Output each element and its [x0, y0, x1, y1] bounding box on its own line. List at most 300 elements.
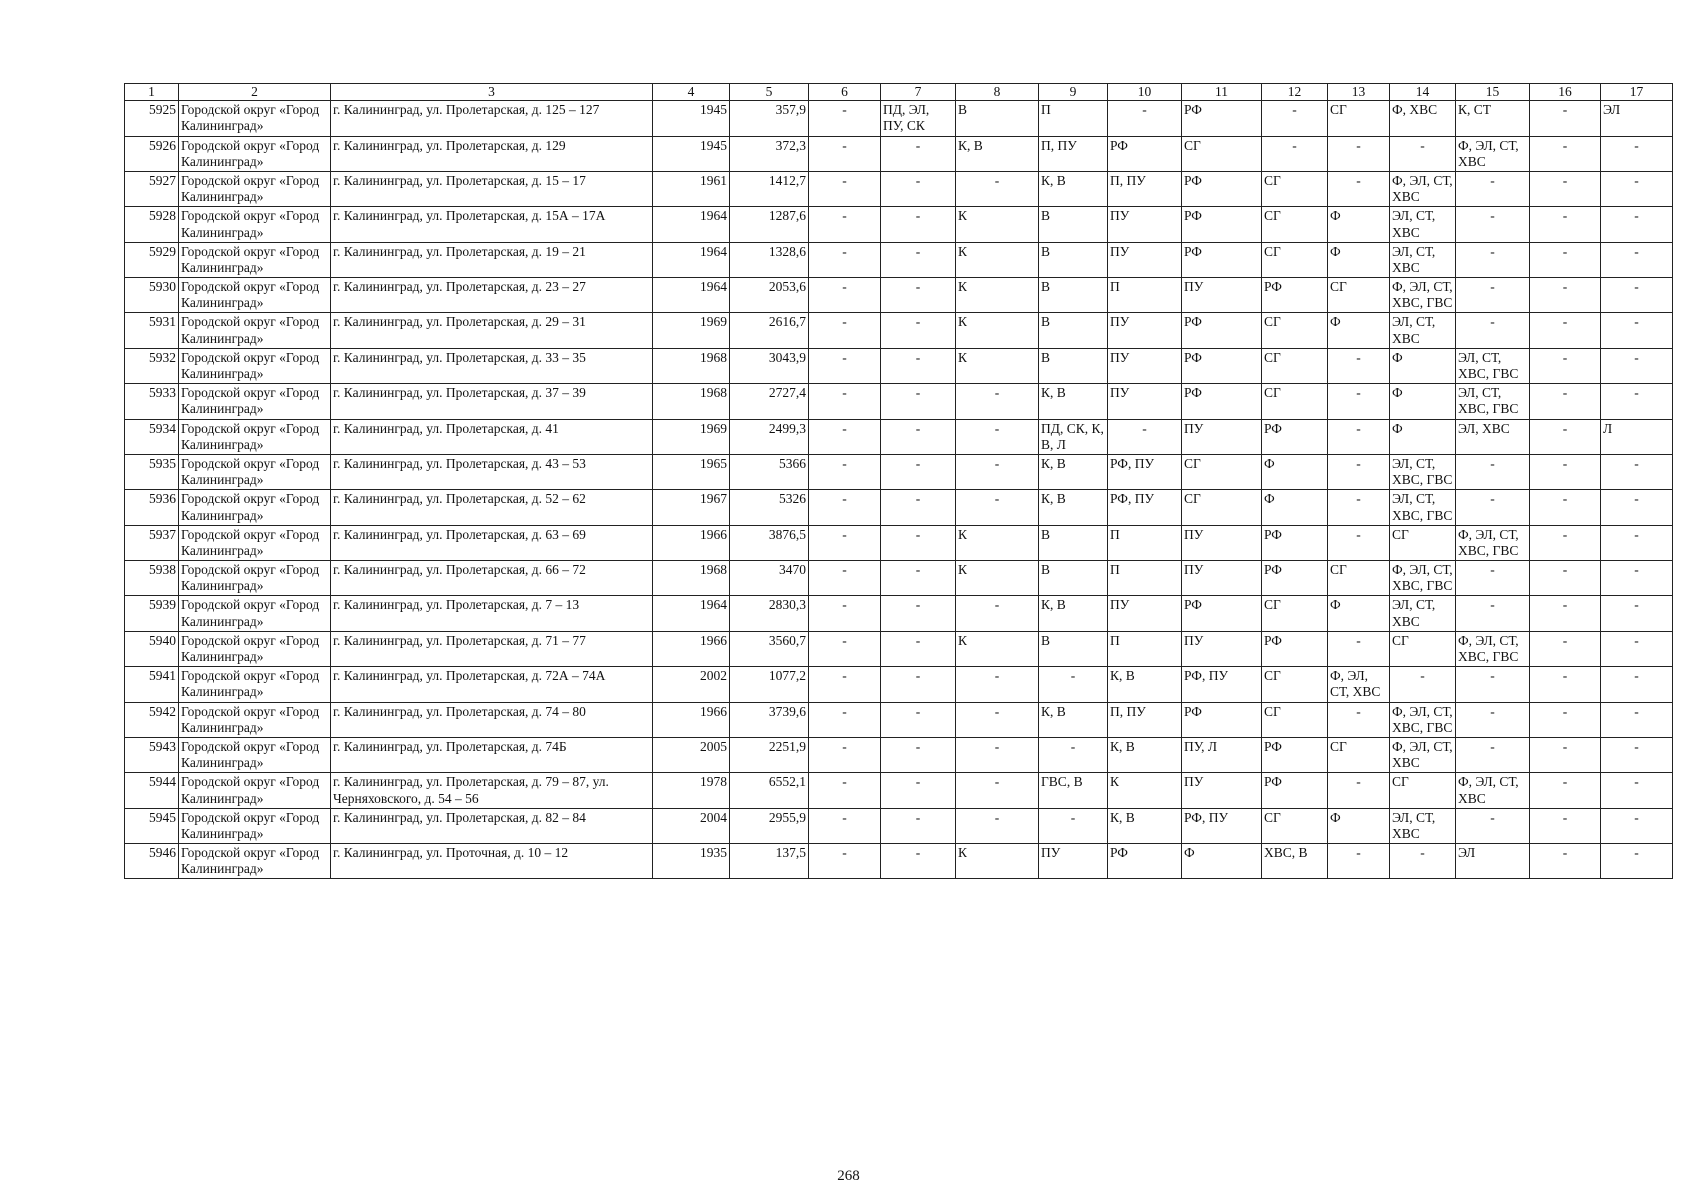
cell-col-2: Городской округ «Город Калининград» — [179, 561, 331, 596]
cell-col-6: - — [809, 278, 881, 313]
cell-col-2: Городской округ «Город Калининград» — [179, 136, 331, 171]
cell-col-6: - — [809, 101, 881, 136]
cell-col-10: РФ, ПУ — [1108, 454, 1182, 489]
cell-col-13: - — [1328, 773, 1390, 808]
cell-col-7: - — [881, 667, 956, 702]
cell-col-2: Городской округ «Город Калининград» — [179, 702, 331, 737]
cell-col-7: - — [881, 348, 956, 383]
cell-col-13: СГ — [1328, 561, 1390, 596]
cell-col-3: г. Калининград, ул. Пролетарская, д. 19 – 21 — [331, 242, 653, 277]
cell-col-14: ЭЛ, СТ, ХВС, ГВС — [1390, 454, 1456, 489]
cell-col-12: РФ — [1262, 773, 1328, 808]
cell-col-16: - — [1530, 702, 1601, 737]
cell-col-5: 137,5 — [730, 844, 809, 879]
cell-col-10: ПУ — [1108, 207, 1182, 242]
cell-col-10: К, В — [1108, 808, 1182, 843]
cell-col-13: СГ — [1328, 101, 1390, 136]
cell-col-13: - — [1328, 844, 1390, 879]
cell-col-8: - — [956, 596, 1039, 631]
cell-col-15: Ф, ЭЛ, СТ, ХВС, ГВС — [1456, 631, 1530, 666]
cell-col-5: 3043,9 — [730, 348, 809, 383]
cell-col-14: - — [1390, 136, 1456, 171]
cell-col-7: ПД, ЭЛ, ПУ, СК — [881, 101, 956, 136]
cell-col-3: г. Калининград, ул. Пролетарская, д. 23 – 27 — [331, 278, 653, 313]
cell-col-8: К — [956, 631, 1039, 666]
cell-col-1: 5928 — [125, 207, 179, 242]
cell-col-1: 5933 — [125, 384, 179, 419]
cell-col-13: Ф — [1328, 207, 1390, 242]
cell-col-15: Ф, ЭЛ, СТ, ХВС, ГВС — [1456, 525, 1530, 560]
cell-col-14: Ф — [1390, 384, 1456, 419]
cell-col-15: - — [1456, 702, 1530, 737]
cell-col-13: Ф — [1328, 313, 1390, 348]
cell-col-12: - — [1262, 101, 1328, 136]
cell-col-16: - — [1530, 737, 1601, 772]
cell-col-14: ЭЛ, СТ, ХВС — [1390, 808, 1456, 843]
cell-col-3: г. Калининград, ул. Пролетарская, д. 37 – 39 — [331, 384, 653, 419]
cell-col-2: Городской округ «Город Калининград» — [179, 844, 331, 879]
cell-col-12: СГ — [1262, 242, 1328, 277]
cell-col-14: Ф, ЭЛ, СТ, ХВС, ГВС — [1390, 702, 1456, 737]
cell-col-9: В — [1039, 525, 1108, 560]
cell-col-3: г. Калининград, ул. Пролетарская, д. 7 – 13 — [331, 596, 653, 631]
cell-col-9: В — [1039, 313, 1108, 348]
cell-col-17: - — [1601, 171, 1673, 206]
cell-col-15: Ф, ЭЛ, СТ, ХВС — [1456, 773, 1530, 808]
cell-col-17: ЭЛ — [1601, 101, 1673, 136]
cell-col-17: - — [1601, 525, 1673, 560]
cell-col-8: К — [956, 844, 1039, 879]
page-number: 268 — [837, 1168, 860, 1184]
cell-col-3: г. Калининград, ул. Пролетарская, д. 33 – 35 — [331, 348, 653, 383]
cell-col-2: Городской округ «Город Калининград» — [179, 596, 331, 631]
table-row — [125, 525, 1673, 560]
column-header-11: 11 — [1182, 84, 1262, 101]
cell-col-7: - — [881, 136, 956, 171]
cell-col-11: РФ — [1182, 313, 1262, 348]
cell-col-9: В — [1039, 348, 1108, 383]
cell-col-10: К — [1108, 773, 1182, 808]
cell-col-3: г. Калининград, ул. Пролетарская, д. 15 – 17 — [331, 171, 653, 206]
cell-col-2: Городской округ «Город Калининград» — [179, 171, 331, 206]
cell-col-6: - — [809, 808, 881, 843]
cell-col-14: ЭЛ, СТ, ХВС, ГВС — [1390, 490, 1456, 525]
cell-col-13: - — [1328, 136, 1390, 171]
cell-col-6: - — [809, 631, 881, 666]
column-header-4: 4 — [653, 84, 730, 101]
cell-col-11: РФ — [1182, 596, 1262, 631]
cell-col-17: - — [1601, 561, 1673, 596]
cell-col-16: - — [1530, 313, 1601, 348]
column-header-1: 1 — [125, 84, 179, 101]
cell-col-3: г. Калининград, ул. Пролетарская, д. 15А – 17А — [331, 207, 653, 242]
cell-col-4: 1978 — [653, 773, 730, 808]
cell-col-1: 5926 — [125, 136, 179, 171]
column-header-16: 16 — [1530, 84, 1601, 101]
cell-col-9: В — [1039, 242, 1108, 277]
cell-col-6: - — [809, 313, 881, 348]
cell-col-14: СГ — [1390, 525, 1456, 560]
table-row — [125, 207, 1673, 242]
table-row — [125, 384, 1673, 419]
cell-col-6: - — [809, 490, 881, 525]
cell-col-17: - — [1601, 702, 1673, 737]
cell-col-5: 2727,4 — [730, 384, 809, 419]
cell-col-10: РФ — [1108, 844, 1182, 879]
cell-col-10: РФ — [1108, 136, 1182, 171]
cell-col-4: 2005 — [653, 737, 730, 772]
cell-col-10: К, В — [1108, 737, 1182, 772]
cell-col-5: 3470 — [730, 561, 809, 596]
cell-col-16: - — [1530, 136, 1601, 171]
cell-col-15: - — [1456, 808, 1530, 843]
cell-col-7: - — [881, 278, 956, 313]
cell-col-6: - — [809, 561, 881, 596]
cell-col-15: ЭЛ, СТ, ХВС, ГВС — [1456, 384, 1530, 419]
cell-col-1: 5943 — [125, 737, 179, 772]
cell-col-7: - — [881, 419, 956, 454]
cell-col-6: - — [809, 667, 881, 702]
cell-col-2: Городской округ «Город Калининград» — [179, 207, 331, 242]
cell-col-5: 2830,3 — [730, 596, 809, 631]
cell-col-14: СГ — [1390, 773, 1456, 808]
cell-col-16: - — [1530, 101, 1601, 136]
cell-col-8: - — [956, 490, 1039, 525]
column-header-2: 2 — [179, 84, 331, 101]
cell-col-13: Ф, ЭЛ, СТ, ХВС — [1328, 667, 1390, 702]
cell-col-17: - — [1601, 808, 1673, 843]
cell-col-1: 5942 — [125, 702, 179, 737]
cell-col-10: РФ, ПУ — [1108, 490, 1182, 525]
cell-col-6: - — [809, 844, 881, 879]
cell-col-11: Ф — [1182, 844, 1262, 879]
cell-col-9: ПУ — [1039, 844, 1108, 879]
cell-col-11: ПУ — [1182, 525, 1262, 560]
cell-col-3: г. Калининград, ул. Пролетарская, д. 82 – 84 — [331, 808, 653, 843]
cell-col-14: ЭЛ, СТ, ХВС — [1390, 242, 1456, 277]
cell-col-12: СГ — [1262, 313, 1328, 348]
cell-col-14: СГ — [1390, 631, 1456, 666]
table-row — [125, 631, 1673, 666]
cell-col-13: СГ — [1328, 737, 1390, 772]
table-row — [125, 490, 1673, 525]
cell-col-16: - — [1530, 808, 1601, 843]
column-header-3: 3 — [331, 84, 653, 101]
table-row — [125, 737, 1673, 772]
cell-col-13: - — [1328, 631, 1390, 666]
cell-col-14: - — [1390, 844, 1456, 879]
cell-col-15: - — [1456, 667, 1530, 702]
cell-col-6: - — [809, 242, 881, 277]
cell-col-8: - — [956, 808, 1039, 843]
cell-col-5: 2251,9 — [730, 737, 809, 772]
cell-col-3: г. Калининград, ул. Проточная, д. 10 – 12 — [331, 844, 653, 879]
cell-col-14: Ф — [1390, 419, 1456, 454]
cell-col-13: Ф — [1328, 242, 1390, 277]
cell-col-2: Городской округ «Город Калининград» — [179, 242, 331, 277]
cell-col-7: - — [881, 525, 956, 560]
cell-col-16: - — [1530, 844, 1601, 879]
cell-col-16: - — [1530, 242, 1601, 277]
cell-col-2: Городской округ «Город Калининград» — [179, 313, 331, 348]
cell-col-11: ПУ — [1182, 561, 1262, 596]
cell-col-4: 1965 — [653, 454, 730, 489]
cell-col-15: - — [1456, 242, 1530, 277]
cell-col-1: 5941 — [125, 667, 179, 702]
cell-col-12: ХВС, В — [1262, 844, 1328, 879]
cell-col-9: ПД, СК, К, В, Л — [1039, 419, 1108, 454]
cell-col-7: - — [881, 596, 956, 631]
table-row — [125, 278, 1673, 313]
cell-col-4: 1964 — [653, 278, 730, 313]
cell-col-11: РФ — [1182, 101, 1262, 136]
cell-col-12: Ф — [1262, 490, 1328, 525]
cell-col-5: 3560,7 — [730, 631, 809, 666]
cell-col-7: - — [881, 207, 956, 242]
cell-col-15: К, СТ — [1456, 101, 1530, 136]
cell-col-6: - — [809, 737, 881, 772]
cell-col-17: - — [1601, 207, 1673, 242]
cell-col-10: П — [1108, 278, 1182, 313]
cell-col-13: - — [1328, 384, 1390, 419]
cell-col-2: Городской округ «Город Калининград» — [179, 631, 331, 666]
table-row — [125, 242, 1673, 277]
cell-col-3: г. Калининград, ул. Пролетарская, д. 66 – 72 — [331, 561, 653, 596]
cell-col-1: 5931 — [125, 313, 179, 348]
cell-col-5: 3876,5 — [730, 525, 809, 560]
cell-col-8: - — [956, 737, 1039, 772]
cell-col-8: - — [956, 702, 1039, 737]
cell-col-2: Городской округ «Город Калининград» — [179, 101, 331, 136]
cell-col-9: К, В — [1039, 702, 1108, 737]
cell-col-7: - — [881, 737, 956, 772]
cell-col-11: РФ — [1182, 702, 1262, 737]
cell-col-13: - — [1328, 171, 1390, 206]
cell-col-2: Городской округ «Город Калининград» — [179, 667, 331, 702]
cell-col-5: 3739,6 — [730, 702, 809, 737]
cell-col-11: ПУ — [1182, 278, 1262, 313]
cell-col-4: 1964 — [653, 207, 730, 242]
cell-col-3: г. Калининград, ул. Пролетарская, д. 79 – 87, ул. Черняховского, д. 54 – 56 — [331, 773, 653, 808]
table-row — [125, 596, 1673, 631]
table-row — [125, 561, 1673, 596]
cell-col-17: - — [1601, 631, 1673, 666]
cell-col-1: 5930 — [125, 278, 179, 313]
cell-col-2: Городской округ «Город Калининград» — [179, 454, 331, 489]
cell-col-4: 1966 — [653, 702, 730, 737]
cell-col-3: г. Калининград, ул. Пролетарская, д. 29 – 31 — [331, 313, 653, 348]
cell-col-2: Городской округ «Город Калининград» — [179, 419, 331, 454]
cell-col-8: К — [956, 561, 1039, 596]
cell-col-4: 1945 — [653, 136, 730, 171]
cell-col-11: РФ — [1182, 348, 1262, 383]
cell-col-17: - — [1601, 844, 1673, 879]
cell-col-11: РФ, ПУ — [1182, 808, 1262, 843]
cell-col-10: ПУ — [1108, 348, 1182, 383]
cell-col-5: 1077,2 — [730, 667, 809, 702]
cell-col-12: Ф — [1262, 454, 1328, 489]
cell-col-5: 2499,3 — [730, 419, 809, 454]
cell-col-4: 1966 — [653, 525, 730, 560]
cell-col-1: 5937 — [125, 525, 179, 560]
cell-col-10: ПУ — [1108, 313, 1182, 348]
header-row — [125, 84, 1673, 101]
cell-col-12: - — [1262, 136, 1328, 171]
cell-col-10: ПУ — [1108, 242, 1182, 277]
cell-col-11: ПУ — [1182, 419, 1262, 454]
cell-col-4: 1969 — [653, 313, 730, 348]
cell-col-14: Ф, ЭЛ, СТ, ХВС, ГВС — [1390, 278, 1456, 313]
cell-col-6: - — [809, 773, 881, 808]
cell-col-3: г. Калининград, ул. Пролетарская, д. 129 — [331, 136, 653, 171]
cell-col-5: 6552,1 — [730, 773, 809, 808]
table-row — [125, 454, 1673, 489]
cell-col-7: - — [881, 561, 956, 596]
cell-col-5: 1287,6 — [730, 207, 809, 242]
cell-col-9: К, В — [1039, 490, 1108, 525]
cell-col-15: Ф, ЭЛ, СТ, ХВС — [1456, 136, 1530, 171]
cell-col-17: - — [1601, 773, 1673, 808]
cell-col-8: - — [956, 454, 1039, 489]
cell-col-1: 5940 — [125, 631, 179, 666]
cell-col-17: Л — [1601, 419, 1673, 454]
column-header-9: 9 — [1039, 84, 1108, 101]
cell-col-17: - — [1601, 490, 1673, 525]
cell-col-12: РФ — [1262, 278, 1328, 313]
cell-col-13: - — [1328, 525, 1390, 560]
cell-col-2: Городской округ «Город Калининград» — [179, 525, 331, 560]
cell-col-17: - — [1601, 242, 1673, 277]
cell-col-4: 1968 — [653, 561, 730, 596]
cell-col-14: Ф, ЭЛ, СТ, ХВС — [1390, 737, 1456, 772]
cell-col-12: СГ — [1262, 667, 1328, 702]
cell-col-5: 2616,7 — [730, 313, 809, 348]
cell-col-10: К, В — [1108, 667, 1182, 702]
cell-col-14: Ф, ЭЛ, СТ, ХВС — [1390, 171, 1456, 206]
cell-col-15: - — [1456, 454, 1530, 489]
cell-col-1: 5935 — [125, 454, 179, 489]
cell-col-5: 1328,6 — [730, 242, 809, 277]
table-row — [125, 348, 1673, 383]
cell-col-14: ЭЛ, СТ, ХВС — [1390, 207, 1456, 242]
cell-col-11: СГ — [1182, 136, 1262, 171]
cell-col-14: ЭЛ, СТ, ХВС — [1390, 596, 1456, 631]
cell-col-1: 5936 — [125, 490, 179, 525]
cell-col-7: - — [881, 313, 956, 348]
cell-col-3: г. Калининград, ул. Пролетарская, д. 43 – 53 — [331, 454, 653, 489]
cell-col-6: - — [809, 596, 881, 631]
cell-col-16: - — [1530, 419, 1601, 454]
cell-col-5: 1412,7 — [730, 171, 809, 206]
cell-col-11: СГ — [1182, 490, 1262, 525]
cell-col-6: - — [809, 348, 881, 383]
cell-col-1: 5932 — [125, 348, 179, 383]
cell-col-11: ПУ — [1182, 773, 1262, 808]
table-row — [125, 808, 1673, 843]
cell-col-16: - — [1530, 278, 1601, 313]
cell-col-10: - — [1108, 101, 1182, 136]
cell-col-5: 2955,9 — [730, 808, 809, 843]
cell-col-8: К — [956, 313, 1039, 348]
cell-col-16: - — [1530, 348, 1601, 383]
cell-col-6: - — [809, 419, 881, 454]
table-row — [125, 313, 1673, 348]
column-header-13: 13 — [1328, 84, 1390, 101]
cell-col-7: - — [881, 773, 956, 808]
cell-col-15: - — [1456, 490, 1530, 525]
cell-col-1: 5927 — [125, 171, 179, 206]
cell-col-8: К — [956, 207, 1039, 242]
cell-col-2: Городской округ «Город Калининград» — [179, 384, 331, 419]
cell-col-9: К, В — [1039, 384, 1108, 419]
cell-col-15: ЭЛ, ХВС — [1456, 419, 1530, 454]
cell-col-9: К, В — [1039, 171, 1108, 206]
table-row — [125, 702, 1673, 737]
cell-col-14: Ф — [1390, 348, 1456, 383]
cell-col-8: К — [956, 348, 1039, 383]
cell-col-5: 372,3 — [730, 136, 809, 171]
column-header-10: 10 — [1108, 84, 1182, 101]
cell-col-12: СГ — [1262, 808, 1328, 843]
cell-col-10: ПУ — [1108, 596, 1182, 631]
cell-col-7: - — [881, 844, 956, 879]
cell-col-17: - — [1601, 667, 1673, 702]
cell-col-15: - — [1456, 207, 1530, 242]
cell-col-15: - — [1456, 171, 1530, 206]
cell-col-8: К, В — [956, 136, 1039, 171]
cell-col-11: СГ — [1182, 454, 1262, 489]
table-row — [125, 419, 1673, 454]
cell-col-8: - — [956, 419, 1039, 454]
column-header-7: 7 — [881, 84, 956, 101]
cell-col-9: В — [1039, 631, 1108, 666]
cell-col-15: - — [1456, 313, 1530, 348]
cell-col-15: - — [1456, 737, 1530, 772]
cell-col-3: г. Калининград, ул. Пролетарская, д. 74 – 80 — [331, 702, 653, 737]
cell-col-13: - — [1328, 702, 1390, 737]
cell-col-16: - — [1530, 561, 1601, 596]
cell-col-12: РФ — [1262, 419, 1328, 454]
cell-col-5: 5366 — [730, 454, 809, 489]
cell-col-12: СГ — [1262, 596, 1328, 631]
cell-col-12: СГ — [1262, 348, 1328, 383]
cell-col-8: - — [956, 384, 1039, 419]
cell-col-1: 5946 — [125, 844, 179, 879]
cell-col-4: 1961 — [653, 171, 730, 206]
cell-col-5: 5326 — [730, 490, 809, 525]
cell-col-9: В — [1039, 207, 1108, 242]
cell-col-16: - — [1530, 525, 1601, 560]
cell-col-9: ГВС, В — [1039, 773, 1108, 808]
cell-col-1: 5925 — [125, 101, 179, 136]
cell-col-16: - — [1530, 631, 1601, 666]
cell-col-4: 2004 — [653, 808, 730, 843]
column-header-5: 5 — [730, 84, 809, 101]
column-header-14: 14 — [1390, 84, 1456, 101]
cell-col-2: Городской округ «Город Калининград» — [179, 737, 331, 772]
table-row — [125, 773, 1673, 808]
cell-col-11: РФ — [1182, 171, 1262, 206]
cell-col-17: - — [1601, 596, 1673, 631]
cell-col-6: - — [809, 384, 881, 419]
cell-col-6: - — [809, 136, 881, 171]
cell-col-16: - — [1530, 384, 1601, 419]
cell-col-14: - — [1390, 667, 1456, 702]
table-row — [125, 101, 1673, 136]
cell-col-1: 5934 — [125, 419, 179, 454]
cell-col-17: - — [1601, 136, 1673, 171]
cell-col-17: - — [1601, 348, 1673, 383]
